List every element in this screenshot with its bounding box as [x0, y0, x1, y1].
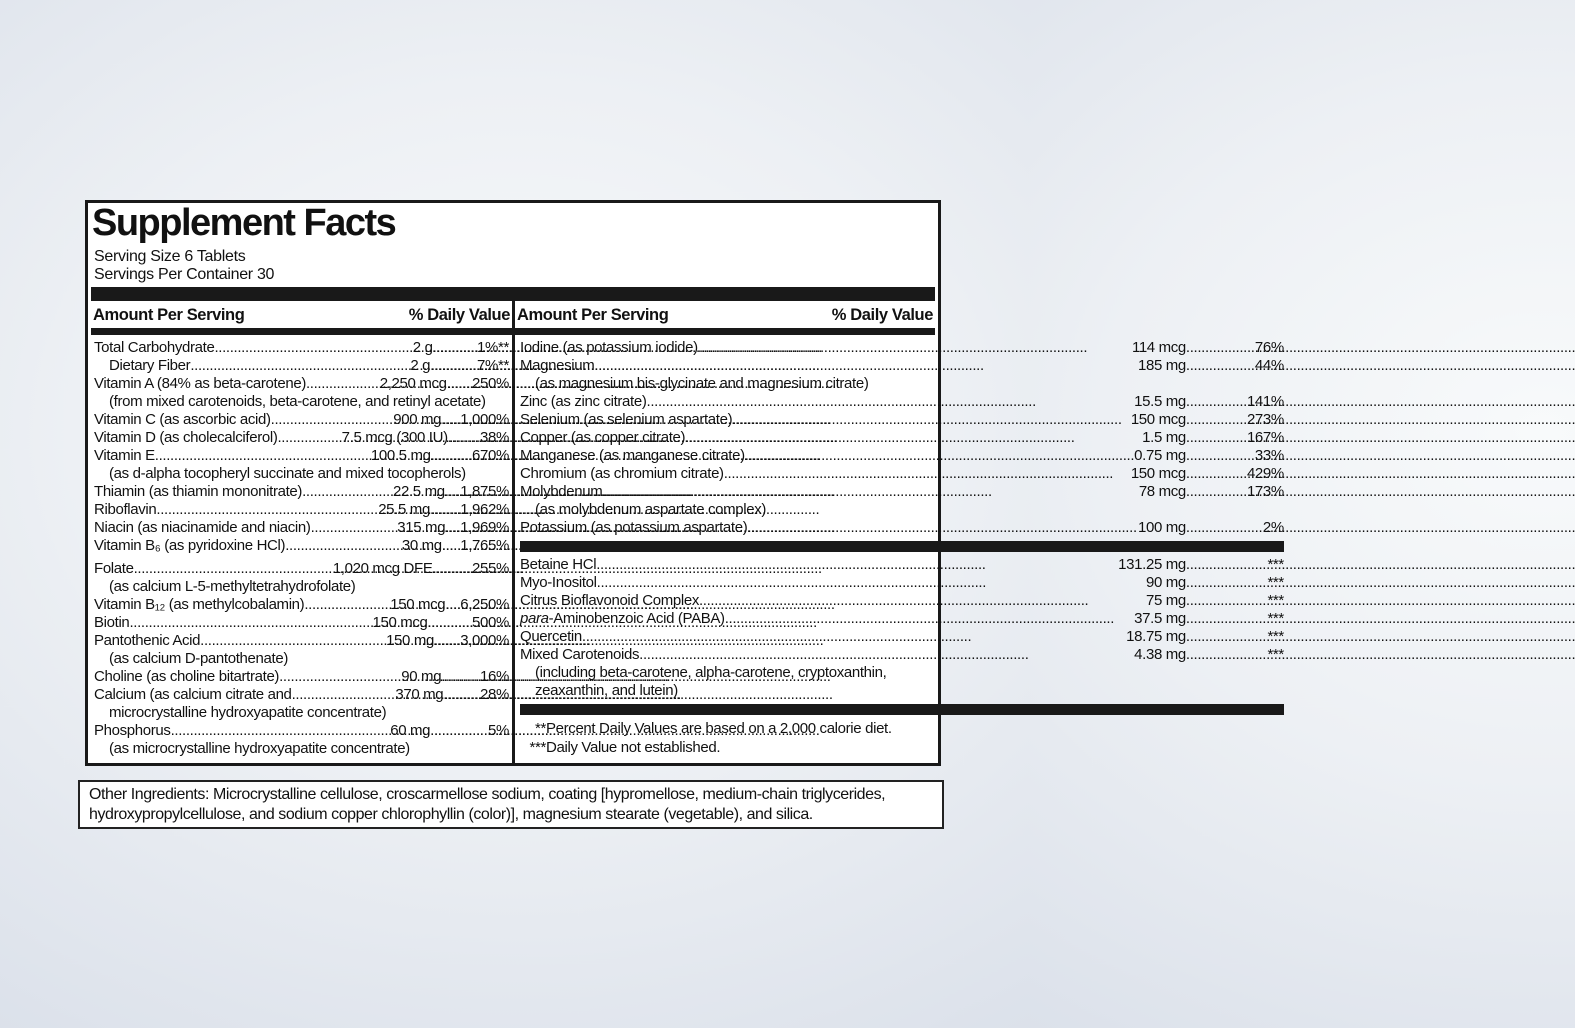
nutrient-amount: 2 g [412, 339, 433, 356]
nutrient-name: Zinc (as zinc citrate) [520, 393, 647, 410]
nutrient-row [520, 393, 1284, 411]
dot-leader [434, 632, 455, 650]
dot-leader [724, 465, 1131, 483]
dot-leader [428, 614, 455, 632]
nutrient-name: Molybdenum [520, 483, 603, 500]
nutrient-name: Riboflavin [94, 501, 157, 518]
ingredient-source-note: (as magnesium bis-glycinate and magnesium citrate) [535, 375, 869, 392]
dot-leader [433, 339, 455, 357]
dot-leader [647, 393, 1135, 411]
dot-leader [582, 628, 1126, 646]
daily-value-header: % Daily Value [408, 306, 510, 324]
nutrient-row [94, 596, 509, 614]
nutrient-row [520, 411, 1284, 429]
nutrient-row [94, 537, 509, 555]
nutrient-amount: 150 mcg [390, 596, 446, 613]
left-nutrient-column [91, 335, 515, 763]
dot-leader [285, 537, 402, 555]
nutrient-row [94, 668, 509, 686]
nutrient-row [520, 646, 1284, 664]
nutrient-row [520, 519, 1284, 537]
nutrient-daily-value: 3,000% [460, 632, 509, 649]
nutrient-row [94, 429, 509, 447]
nutrient-amount: 900 mg [393, 411, 442, 428]
nutrient-row [94, 339, 509, 357]
nutrient-amount: 2,250 mcg [379, 375, 447, 392]
nutrient-daily-value: 273% [1246, 411, 1284, 428]
nutrient-amount: 100.5 mg [370, 447, 431, 464]
nutrient-daily-value: *** [1267, 610, 1284, 627]
nutrient-columns [91, 335, 1284, 763]
nutrient-name: Vitamin B₁₂ (as methylcobalamin) [94, 596, 305, 613]
left-column-header [91, 301, 515, 328]
nutrient-amount: 0.75 mg [1134, 447, 1186, 464]
dot-leader [596, 556, 1118, 574]
servings-per-container-text: Servings Per Container 30 [94, 266, 275, 283]
dot-leader [1186, 628, 1230, 646]
nutrient-row [94, 483, 509, 501]
nutrient-daily-value: 173% [1246, 483, 1284, 500]
dot-leader [747, 519, 1138, 537]
dot-leader [431, 447, 455, 465]
dot-leader [698, 339, 1132, 357]
amount-per-serving-header: Amount Per Serving [93, 306, 245, 324]
nutrient-row [94, 614, 509, 632]
nutrient-amount: 150 mcg [372, 614, 428, 631]
nutrient-row [520, 574, 1284, 592]
dot-leader [155, 447, 371, 465]
ingredient-source-note: (from mixed carotenoids, beta-carotene, and retinyl acetate) [109, 393, 486, 410]
nutrient-name: Thiamin (as thiamin mononitrate) [94, 483, 303, 500]
right-column-header [515, 301, 935, 328]
dot-leader [171, 722, 391, 740]
dot-leader [597, 574, 1146, 592]
footnote-stars: ** [535, 720, 546, 737]
dot-leader [442, 537, 455, 555]
other-ingredients-box [78, 780, 944, 829]
dot-leader [134, 560, 333, 578]
nutrient-name: Citrus Bioflavonoid Complex [520, 592, 699, 609]
dot-leader [732, 411, 1131, 429]
dot-leader [1186, 339, 1230, 357]
nutrient-amount: 75 mg [1145, 592, 1186, 609]
nutrient-row [94, 560, 509, 578]
dot-leader [279, 668, 401, 686]
dot-leader [1186, 556, 1230, 574]
nutrient-row [520, 628, 1284, 646]
nutrient-name: Vitamin B₆ (as pyridoxine HCl) [94, 537, 286, 554]
nutrient-daily-value: 28% [480, 686, 509, 703]
nutrient-name: Myo-Inositol [520, 574, 597, 591]
nutrient-daily-value: 76% [1254, 339, 1284, 356]
nutrient-name: para-Aminobenzoic Acid (PABA) [520, 610, 725, 627]
nutrient-row [94, 632, 509, 650]
dot-leader [1186, 610, 1230, 628]
dot-leader [594, 357, 1138, 375]
dot-leader [292, 686, 396, 704]
nutrient-row [520, 465, 1284, 483]
dot-leader [430, 501, 455, 519]
dot-leader [1186, 465, 1230, 483]
dot-leader [302, 483, 393, 501]
nutrient-amount: 150 mcg [1130, 411, 1186, 428]
dot-leader [448, 429, 455, 447]
nutrient-row [520, 447, 1284, 465]
footnote-stars: *** [529, 739, 546, 756]
ingredient-source-note: (as molybdenum aspartate complex) [535, 501, 767, 518]
dot-leader [430, 357, 455, 375]
nutrient-name: Niacin (as niacinamide and niacin) [94, 519, 311, 536]
nutrient-row [94, 411, 509, 429]
nutrient-daily-value: 1,765% [460, 537, 509, 554]
nutrient-row [520, 339, 1284, 357]
nutrient-daily-value: 670% [472, 447, 509, 464]
nutrient-name: Vitamin E [94, 447, 155, 464]
nutrient-name: Folate [94, 560, 134, 577]
nutrient-name: Magnesium [520, 357, 595, 374]
other-ingredients-text: Other Ingredients: Microcrystalline cellulose, croscarmellose sodium, coating [hypromellose, medium-chain triglycerides, hydroxypropylcellulose, and sodium copper chlorophyllin (color)], magnesium stearate (vegetable), and silica. [89, 786, 886, 823]
thick-divider-bar-under-header [91, 328, 935, 335]
nutrient-name: Mixed Carotenoids [520, 646, 640, 663]
thick-divider-bar-top [91, 287, 935, 301]
nutrient-amount: 25.5 mg [378, 501, 430, 518]
dot-leader [190, 357, 410, 375]
nutrient-name: Biotin [94, 614, 130, 631]
nutrient-amount: 100 mg [1137, 519, 1186, 536]
dot-leader [445, 596, 455, 614]
nutrient-name: Vitamin C (as ascorbic acid) [94, 411, 271, 428]
dot-leader [1186, 357, 1230, 375]
dot-leader [156, 501, 378, 519]
nutrient-daily-value: 7%** [477, 357, 509, 374]
nutrient-amount: 7.5 mcg (300 IU) [341, 429, 448, 446]
nutrient-row [94, 686, 509, 704]
dot-leader [311, 519, 398, 537]
dot-leader [277, 429, 341, 447]
nutrient-amount: 18.75 mg [1126, 628, 1186, 645]
dot-leader [304, 596, 390, 614]
dot-leader [1186, 574, 1230, 592]
nutrient-row [94, 501, 509, 519]
nutrient-row [520, 610, 1284, 628]
nutrient-row [94, 722, 509, 740]
dot-leader [725, 610, 1134, 628]
dot-leader [271, 411, 394, 429]
nutrient-amount: 22.5 mg [392, 483, 445, 500]
nutrient-name: Pantothenic Acid [94, 632, 201, 649]
nutrient-amount: 30 mg [401, 537, 442, 554]
dot-leader [1186, 592, 1230, 610]
nutrient-name: Quercetin [520, 628, 582, 645]
dot-leader [639, 646, 1134, 664]
nutrient-daily-value: *** [1267, 628, 1284, 645]
nutrient-daily-value: 255% [472, 560, 509, 577]
nutrient-row [520, 429, 1284, 447]
nutrient-daily-value: 1,875% [460, 483, 509, 500]
dot-leader [129, 614, 372, 632]
nutrient-row [94, 447, 509, 465]
nutrient-amount: 150 mcg [1130, 465, 1186, 482]
section-divider-bar [520, 541, 1284, 552]
nutrient-name: Calcium (as calcium citrate and [94, 686, 292, 703]
dot-leader [447, 375, 455, 393]
nutrient-row [520, 556, 1284, 574]
dot-leader [443, 686, 455, 704]
dot-leader [685, 429, 1142, 447]
nutrient-amount: 90 mg [1145, 574, 1186, 591]
nutrient-amount: 90 mg [401, 668, 442, 685]
dot-leader [445, 519, 455, 537]
nutrient-daily-value: *** [1267, 556, 1284, 573]
daily-value-header: % Daily Value [831, 306, 933, 324]
nutrient-name: Vitamin D (as cholecalciferol) [94, 429, 278, 446]
nutrient-name: Copper (as copper citrate) [520, 429, 686, 446]
nutrient-daily-value: 1%** [477, 339, 509, 356]
panel-title: Supplement Facts [92, 202, 396, 244]
dot-leader [1186, 393, 1230, 411]
ingredient-source-note: (as d-alpha tocopheryl succinate and mixed tocopherols) [109, 465, 466, 482]
nutrient-name: Choline (as choline bitartrate) [94, 668, 280, 685]
nutrient-daily-value: 6,250% [460, 596, 509, 613]
nutrient-amount: 1,020 mcg DFE [332, 560, 433, 577]
section-divider-bar [520, 704, 1284, 715]
nutrient-amount: 150 mg [386, 632, 434, 649]
nutrient-daily-value: 250% [472, 375, 509, 392]
nutrient-row [520, 357, 1284, 375]
dot-leader [602, 483, 1138, 501]
nutrient-amount: 131.25 mg [1118, 556, 1186, 573]
ingredient-source-note: (including beta-carotene, alpha-carotene, cryptoxanthin, [535, 664, 887, 681]
nutrient-amount: 15.5 mg [1134, 393, 1186, 410]
right-nutrient-column [515, 335, 1287, 763]
column-header-row [91, 301, 935, 328]
nutrient-daily-value: 16% [480, 668, 509, 685]
nutrient-amount: 114 mcg [1131, 339, 1186, 356]
footnote [520, 738, 1284, 757]
nutrient-daily-value: 44% [1254, 357, 1284, 374]
nutrient-row [520, 483, 1284, 501]
dot-leader [306, 375, 380, 393]
dot-leader [441, 411, 455, 429]
nutrient-amount: 2 g [410, 357, 431, 374]
nutrient-amount: 185 mg [1137, 357, 1186, 374]
nutrient-row [94, 357, 509, 375]
nutrient-daily-value: 1,000% [460, 411, 509, 428]
dot-leader [445, 483, 455, 501]
ingredient-source-note: (as calcium D-pantothenate) [109, 650, 288, 667]
nutrient-daily-value: 167% [1246, 429, 1284, 446]
nutrient-amount: 370 mg [395, 686, 444, 703]
nutrient-amount: 315 mg [397, 519, 446, 536]
nutrient-daily-value: 500% [472, 614, 509, 631]
dot-leader [430, 722, 455, 740]
nutrient-row [94, 519, 509, 537]
nutrient-daily-value: 38% [480, 429, 509, 446]
dot-leader [1186, 411, 1230, 429]
amount-per-serving-header: Amount Per Serving [517, 306, 669, 324]
serving-size-text: Serving Size 6 Tablets [94, 248, 246, 265]
nutrient-name: Phosphorus [94, 722, 171, 739]
dot-leader [745, 447, 1134, 465]
ingredient-source-note: microcrystalline hydroxyapatite concentrate) [109, 704, 387, 721]
dot-leader [1186, 447, 1230, 465]
dot-leader [1186, 646, 1230, 664]
nutrient-row [520, 592, 1284, 610]
dot-leader [432, 560, 455, 578]
nutrient-daily-value: *** [1267, 646, 1284, 663]
dot-leader [1186, 519, 1230, 537]
nutrient-amount: 4.38 mg [1134, 646, 1186, 663]
nutrient-daily-value: 1,969% [460, 519, 509, 536]
nutrient-name: Selenium (as selenium aspartate) [520, 411, 733, 428]
nutrient-amount: 1.5 mg [1142, 429, 1186, 446]
nutrient-name: Potassium (as potassium aspartate) [520, 519, 748, 536]
nutrient-amount: 78 mcg [1138, 483, 1186, 500]
nutrient-daily-value: 33% [1254, 447, 1284, 464]
nutrient-name: Chromium (as chromium citrate) [520, 465, 724, 482]
nutrient-amount: 60 mg [390, 722, 431, 739]
nutrient-name: Total Carbohydrate [94, 339, 215, 356]
ingredient-source-note: (as microcrystalline hydroxyapatite concentrate) [109, 740, 410, 757]
nutrient-name: Manganese (as manganese citrate) [520, 447, 745, 464]
nutrient-daily-value: 2% [1262, 519, 1284, 536]
nutrient-name: Vitamin A (84% as beta-carotene) [94, 375, 306, 392]
nutrient-daily-value: 5% [488, 722, 509, 739]
ingredient-source-note: zeaxanthin, and lutein) [535, 682, 678, 699]
nutrient-name: Betaine HCl [520, 556, 597, 573]
nutrient-daily-value: 141% [1246, 393, 1284, 410]
nutrient-name: Iodine (as potassium iodide) [520, 339, 698, 356]
dot-leader [1186, 429, 1230, 447]
supplement-facts-panel [85, 200, 1284, 766]
nutrient-row [94, 375, 509, 393]
nutrient-name: Dietary Fiber [109, 357, 191, 374]
nutrient-daily-value: *** [1267, 592, 1284, 609]
nutrient-daily-value: *** [1267, 574, 1284, 591]
dot-leader [441, 668, 455, 686]
nutrient-amount: 37.5 mg [1134, 610, 1186, 627]
footnote [520, 719, 1284, 738]
dot-leader [200, 632, 386, 650]
dot-leader [214, 339, 412, 357]
footnote-text: Daily Value not established. [546, 739, 721, 756]
dot-leader [699, 592, 1146, 610]
dot-leader [1186, 483, 1230, 501]
nutrient-daily-value: 1,962% [460, 501, 509, 518]
footnote-text: Percent Daily Values are based on a 2,000 calorie diet. [546, 720, 892, 737]
ingredient-source-note: (as calcium L-5-methyltetrahydrofolate) [109, 578, 356, 595]
nutrient-daily-value: 429% [1246, 465, 1284, 482]
